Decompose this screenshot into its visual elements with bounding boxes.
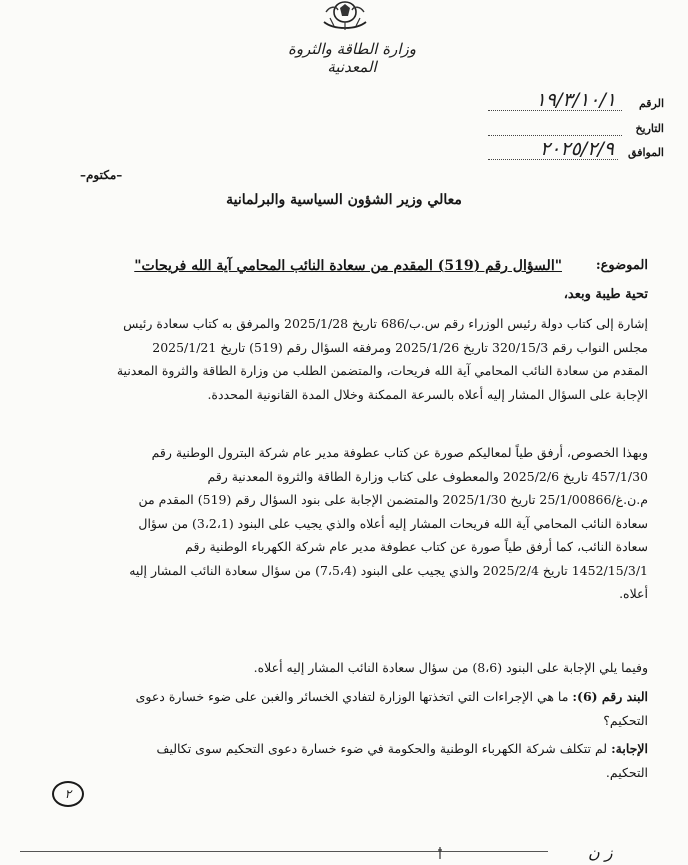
fold-mark-icon	[436, 846, 444, 860]
reference-corresponding-row	[488, 138, 664, 164]
reference-date-label: التاريخ	[635, 122, 664, 135]
item-6-question-line	[76, 685, 648, 709]
gregorian-date-value: ٢٠٢٥/٢/٩	[539, 138, 614, 160]
paragraph-2	[76, 441, 648, 606]
item-6-answer-line	[76, 737, 648, 761]
footer-rule	[20, 851, 548, 852]
reference-number-row	[488, 89, 664, 115]
ministry-name: وزارة الطاقة والثروة المعدنية	[287, 40, 416, 76]
item-6-label: البند رقم (6):	[572, 689, 648, 704]
paragraph-line: الإجابة على السؤال المشار إليه أعلاه بالسرعة الممكنة وخلال المدة القانونية المحددة.	[207, 386, 648, 402]
paragraph-line: إشارة إلى كتاب دولة رئيس الوزراء رقم س.ب/686 تاريخ 2025/1/28 والمرفق به كتاب سعادة رئيس	[123, 316, 648, 331]
answer-label: الإجابة:	[611, 741, 648, 756]
reference-date-line	[488, 135, 622, 136]
reference-number-value: ١٩/٣/١٠/١	[535, 89, 616, 111]
paragraph-line: 1452/15/3/1 تاريخ 2025/2/4 والذي يجيب على البنود (7،5،4) من سؤال سعادة النائب المشار إليه	[129, 562, 648, 578]
item-6-answer-line: التحكيم.	[605, 765, 648, 780]
item-6-question-text: ما هي الإجراءات التي اتخذتها الوزارة لتفادي الخسائر والغبن على ضوء خسارة دعوى	[135, 689, 569, 704]
paragraph-line: سعادة النائب، كما أرفق طياً صورة عن كتاب عطوفة مدير عام شركة الكهرباء الوطنية رقم	[185, 539, 648, 554]
paragraph-line: وبهذا الخصوص، أرفق طياً لمعاليكم صورة عن كتاب عطوفة مدير عام شركة البترول الوطنية رقم	[151, 445, 648, 460]
item-6-answer-text: لم تتكلف شركة الكهرباء الوطنية والحكومة في ضوء خسارة دعوى التحكيم سوى تكاليف	[156, 741, 608, 756]
paragraph-line: أعلاه.	[619, 586, 648, 601]
reference-date-row	[488, 120, 664, 140]
paragraph-1	[76, 312, 648, 406]
paragraph-line: سعادة النائب المحامي آية الله فريحات المشار إليه أعلاه والذي يجيب على البنود (3،2،1) من سؤال	[138, 515, 648, 531]
page-number-stamp: ٢	[52, 781, 84, 807]
jordan-coat-of-arms-icon	[318, 0, 372, 32]
paragraph-line: مجلس النواب رقم 320/15/3 تاريخ 2025/1/26 ومرفقه السؤال رقم (519) تاريخ 2025/1/21	[152, 339, 648, 355]
initials: ز ن	[588, 843, 613, 862]
subject-label: الموضوع:	[595, 258, 648, 273]
paragraph-line: 457/1/30 تاريخ 2025/2/6 والمعطوف على كتاب وزارة الطاقة والثروة المعدنية رقم	[207, 468, 648, 484]
classification-label: –مكتوم–	[80, 168, 123, 182]
paragraph-line: م.ن.غ/25/1/00866 تاريخ 2025/1/30 والمتضمن الإجابة على بنود السؤال رقم (519) المقدم من	[138, 492, 648, 507]
reference-number-label: الرقم	[638, 97, 664, 110]
paragraph-line: المقدم من سعادة النائب المحامي آية الله فريحات، والمتضمن الطلب من وزارة الطاقة والثروة المعدنية	[116, 363, 648, 378]
item-6-answer	[76, 737, 648, 785]
greeting: تحية طيبة وبعد،	[563, 287, 648, 302]
subject-text: "السؤال رقم (519) المقدم من سعادة النائب المحامي آية الله فريحات"	[134, 258, 562, 274]
item-6-question-line: التحكيم؟	[603, 713, 648, 728]
reference-corresponding-label: الموافق	[628, 146, 664, 159]
item-6-question	[76, 685, 648, 733]
addressee: معالي وزير الشؤون السياسية والبرلمانية	[226, 192, 462, 208]
subject-line	[128, 258, 648, 280]
paragraph-3: وفيما يلي الإجابة على البنود (8،6) من سؤال سعادة النائب المشار إليه أعلاه.	[253, 660, 648, 675]
